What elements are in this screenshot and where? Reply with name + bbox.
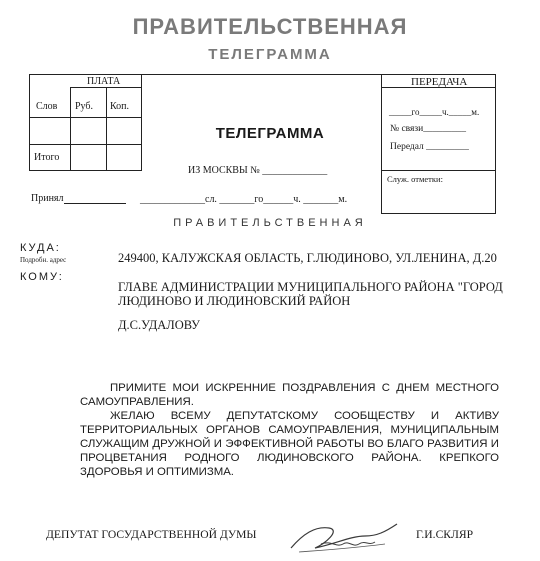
komu-value-line2: ЛЮДИНОВО И ЛЮДИНОВСКИЙ РАЙОН xyxy=(118,294,351,308)
payment-row-1 xyxy=(29,117,142,118)
message-paragraph-2: ЖЕЛАЮ ВСЕМУ ДЕПУТАТСКОМУ СООБЩЕСТВУ И АКТИВУ ТЕРРИТОРИАЛЬНЫХ ОРГАНОВ САМОУПРАВЛЕНИЯ, МУНИЦИПАЛЬНЫМ СЛУЖАЩИМ ДРУЖНОЙ И ЭФФЕКТИВНОЙ РАБОТЫ ВО БЛАГО РАЗВИТИЯ И ПРОЦВЕТАНИЯ РОДНОГО ЛЮДИНОВСКОГО РАЙОНА. КРЕПКОГО ЗДОРОВЬЯ И ОПТИМИЗМА. xyxy=(80,410,499,478)
telegram-heading: ТЕЛЕГРАММА xyxy=(215,125,325,142)
signature-name: Г.И.СКЛЯР xyxy=(416,528,474,541)
itogo-label: Итого xyxy=(34,152,60,163)
form-left-bottom xyxy=(29,170,142,171)
category-label: ПРАВИТЕЛЬСТВЕННАЯ xyxy=(173,217,367,229)
signature-position: ДЕПУТАТ ГОСУДАРСТВЕННОЙ ДУМЫ xyxy=(46,528,257,541)
from-moscow-line: ИЗ МОСКВЫ № _____________ xyxy=(188,165,328,176)
komu-value-line1: ГЛАВЕ АДМИНИСТРАЦИИ МУНИЦИПАЛЬНОГО РАЙОНА "ГОРОД xyxy=(118,280,503,294)
document-title: ПРАВИТЕЛЬСТВЕННАЯ xyxy=(132,14,408,39)
rub-label: Руб. xyxy=(75,101,94,112)
message-paragraph-1: ПРИМИТЕ МОИ ИСКРЕННИЕ ПОЗДРАВЛЕНИЯ С ДНЕМ МЕСТНОГО САМОУПРАВЛЕНИЯ. xyxy=(80,382,499,408)
plata-col-divider xyxy=(70,87,71,170)
kuda-value: 249400, КАЛУЖСКАЯ ОБЛАСТЬ, Г.ЛЮДИНОВО, УЛ.ЛЕНИНА, Д.20 xyxy=(118,251,497,265)
document-subtitle: ТЕЛЕГРАММА xyxy=(208,46,332,63)
peredacha-date: _____го_____ч._____м. xyxy=(389,107,480,117)
rub-kop-divider xyxy=(106,87,107,170)
kuda-sublabel: Подробн. адрес xyxy=(20,256,67,264)
form-divider-left xyxy=(141,74,142,170)
telegram-message xyxy=(80,381,499,479)
form-border-top xyxy=(29,74,496,75)
plata-label: ПЛАТА xyxy=(87,76,121,87)
prinyal-label: Принял xyxy=(31,193,64,204)
form-divider-right xyxy=(381,74,382,214)
komu-value-line3: Д.С.УДАЛОВУ xyxy=(118,318,200,332)
peredal-field: Передал _________ xyxy=(390,142,469,152)
form-border-bottom-right xyxy=(381,213,496,214)
payment-row-2 xyxy=(29,144,142,145)
handwritten-signature xyxy=(285,514,403,558)
date-line: _____________сл. _______го______ч. _______м. xyxy=(140,194,348,205)
peredacha-label: ПЕРЕДАЧА xyxy=(411,76,468,88)
kuda-label: КУДА: xyxy=(20,242,61,254)
peredacha-bottom xyxy=(381,170,496,171)
prinyal-line xyxy=(64,203,126,204)
sluzh-otmetki-label: Служ. отметки: xyxy=(387,174,443,184)
svyazi-field: № связи_________ xyxy=(390,124,466,134)
komu-label: КОМУ: xyxy=(20,271,64,283)
kop-label: Коп. xyxy=(110,101,130,112)
telegram-form xyxy=(29,74,496,214)
form-border-right xyxy=(495,74,496,214)
form-border-left xyxy=(29,74,30,170)
slov-label: Слов xyxy=(36,101,58,112)
